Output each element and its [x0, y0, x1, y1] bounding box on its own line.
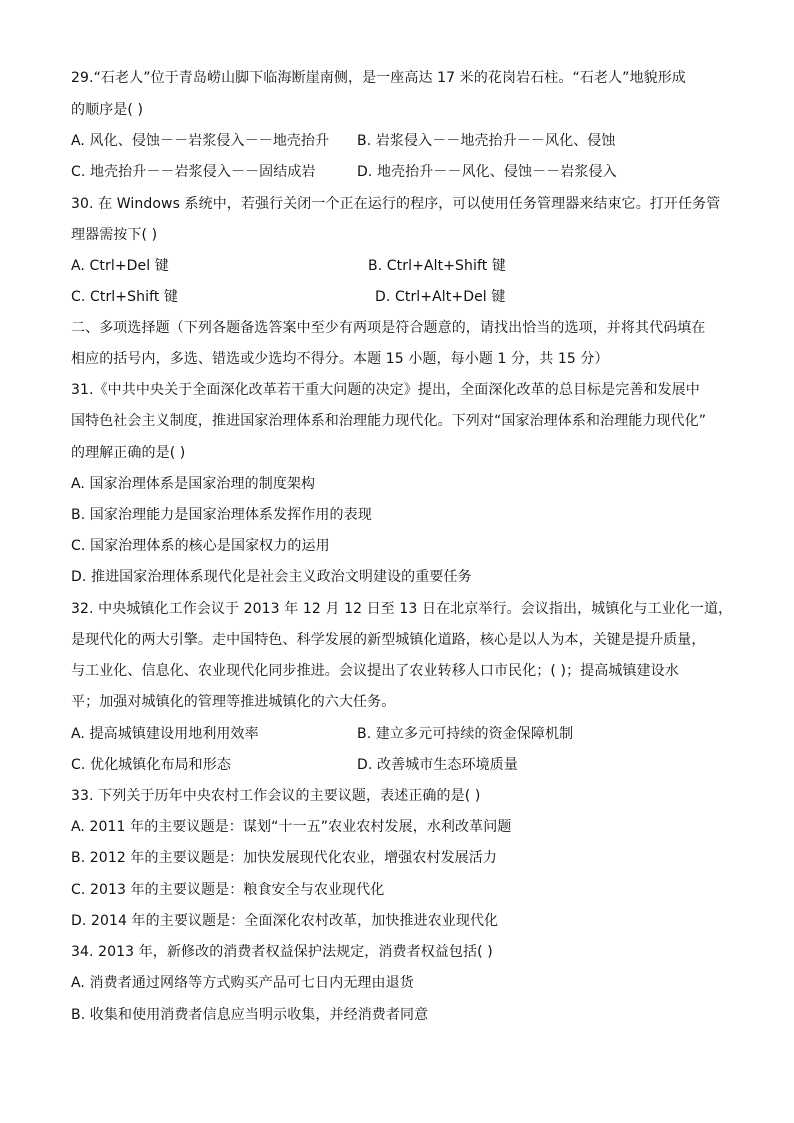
q33-stem-line-1: 33. 下列关于历年中央农村工作会议的主要议题，表述正确的是( )	[71, 788, 481, 804]
q32-option-c: C. 优化城镇化布局和形态	[71, 757, 231, 773]
q29-option-c: C. 地壳抬升－－岩浆侵入－－固结成岩	[71, 164, 316, 180]
q30-stem-line-2: 理器需按下( )	[71, 227, 158, 243]
section-2-heading-line-1: 二、多项选择题（下列各题备选答案中至少有两项是符合题意的，请找出恰当的选项，并将其代码填在	[71, 320, 706, 336]
q29-option-b: B. 岩浆侵入－－地壳抬升－－风化、侵蚀	[357, 133, 616, 149]
q33-option-a: A. 2011 年的主要议题是：谋划“十一五”农业农村发展，水利改革问题	[71, 819, 512, 835]
q33-option-c: C. 2013 年的主要议题是：粮食安全与农业现代化	[71, 882, 385, 898]
q31-option-a: A. 国家治理体系是国家治理的制度架构	[71, 476, 316, 492]
q31-option-d: D. 推进国家治理体系现代化是社会主义政治文明建设的重要任务	[71, 569, 472, 585]
q32-stem-line-4: 平；加强对城镇化的管理等推进城镇化的六大任务。	[71, 694, 396, 710]
q29-stem-line-1: 29.“石老人”位于青岛崂山脚下临海断崖南侧，是一座高达 17 米的花岗岩石柱。“石老人”地貌形成	[71, 70, 686, 86]
q31-stem-line-2: 国特色社会主义制度，推进国家治理体系和治理能力现代化。下列对“国家治理体系和治理能力现代化”	[71, 413, 707, 429]
q30-option-a: A. Ctrl+Del 键	[71, 258, 169, 274]
q29-stem-line-2: 的顺序是( )	[71, 102, 144, 118]
q33-option-b: B. 2012 年的主要议题是：加快发展现代化农业，增强农村发展活力	[71, 850, 497, 866]
q34-option-a: A. 消费者通过网络等方式购买产品可七日内无理由退货	[71, 975, 414, 991]
q32-stem-line-1: 32. 中央城镇化工作会议于 2013 年 12 月 12 日至 13 日在北京举行。会议指出，城镇化与工业化一道，	[71, 601, 733, 617]
q31-option-b: B. 国家治理能力是国家治理体系发挥作用的表现	[71, 507, 372, 523]
q29-option-d: D. 地壳抬升－－风化、侵蚀－－岩浆侵入	[357, 164, 617, 180]
q34-stem-line-1: 34. 2013 年，新修改的消费者权益保护法规定，消费者权益包括( )	[71, 944, 493, 960]
q32-stem-line-3: 与工业化、信息化、农业现代化同步推进。会议提出了农业转移人口市民化；( )；提高城镇建设水	[71, 663, 679, 679]
q30-option-b: B. Ctrl+Alt+Shift 键	[368, 258, 507, 274]
section-2-heading-line-2: 相应的括号内，多选、错选或少选均不得分。本题 15 小题，每小题 1 分，共 15 分）	[71, 351, 609, 367]
q31-stem-line-1: 31.《中共中央关于全面深化改革若干重大问题的决定》提出，全面深化改革的总目标是完善和发展中	[71, 382, 700, 398]
q31-option-c: C. 国家治理体系的核心是国家权力的运用	[71, 538, 330, 554]
q32-option-a: A. 提高城镇建设用地利用效率	[71, 726, 259, 742]
q30-option-c: C. Ctrl+Shift 键	[71, 289, 179, 305]
q32-option-d: D. 改善城市生态环境质量	[357, 757, 518, 773]
q33-option-d: D. 2014 年的主要议题是：全面深化农村改革，加快推进农业现代化	[71, 913, 499, 929]
q34-option-b: B. 收集和使用消费者信息应当明示收集，并经消费者同意	[71, 1007, 429, 1023]
q30-option-d: D. Ctrl+Alt+Del 键	[375, 289, 506, 305]
q31-stem-line-3: 的理解正确的是( )	[71, 445, 186, 461]
q32-option-b: B. 建立多元可持续的资金保障机制	[357, 726, 574, 742]
q29-option-a: A. 风化、侵蚀－－岩浆侵入－－地壳抬升	[71, 133, 330, 149]
q32-stem-line-2: 是现代化的两大引擎。走中国特色、科学发展的新型城镇化道路，核心是以人为本，关键是提升质量，	[71, 632, 706, 648]
q30-stem-line-1: 30. 在 Windows 系统中，若强行关闭一个正在运行的程序，可以使用任务管理器来结束它。打开任务管	[71, 196, 721, 212]
